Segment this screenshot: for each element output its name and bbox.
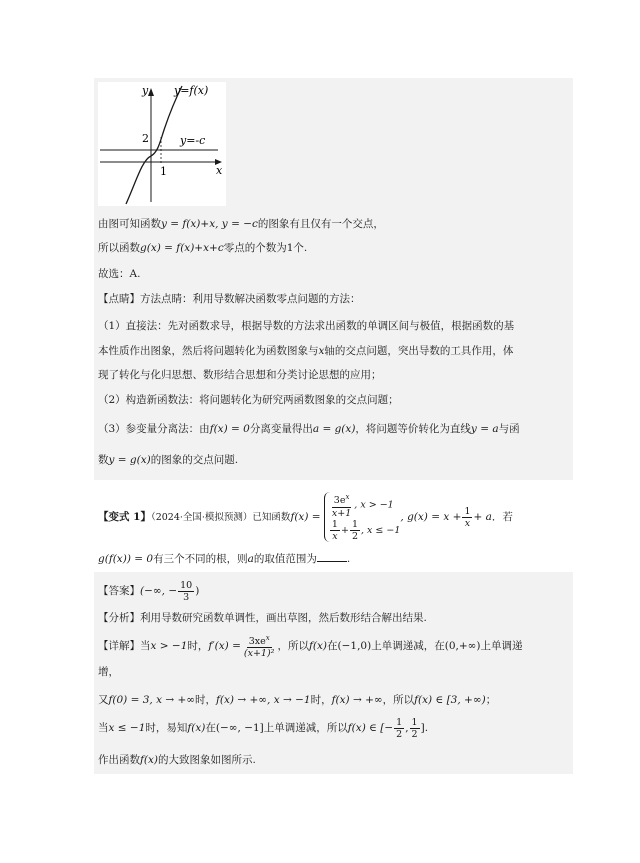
text: ； [485, 694, 497, 706]
math: (−∞, −1] [215, 722, 264, 734]
text: 零点的个数为1个. [223, 242, 308, 254]
math: f(x) ∈ [− [347, 722, 394, 734]
num: 10 [180, 579, 193, 591]
math: (−1,0) [337, 640, 372, 652]
y-axis-label: y [142, 84, 149, 97]
y-axis-arrow [148, 88, 154, 96]
text: 上单调递 [480, 640, 523, 652]
text: 本性质作出图象，然后将问题转化为函数图象与 [98, 345, 319, 357]
num: 1 [396, 716, 403, 728]
text: ，所以 [382, 694, 415, 706]
text: 时，易知 [145, 722, 188, 734]
text: . [346, 553, 351, 565]
function-graph [98, 82, 226, 206]
text-line-3: 故选：A. [98, 268, 141, 280]
text: 数 [98, 454, 109, 466]
num: 3xe [248, 636, 266, 648]
math: (−∞, − [140, 585, 178, 597]
math: , [405, 722, 409, 734]
den: (x+1)² [243, 648, 275, 660]
math: f(x) → +∞ [331, 694, 383, 706]
den: x [464, 517, 471, 529]
text-line-2 [98, 240, 570, 256]
text: ，将问题等价转化为直线 [355, 423, 471, 435]
den: x [332, 530, 338, 542]
variant-question-line-2 [98, 551, 570, 567]
cond: , x ≤ −1 [360, 524, 401, 536]
math: + a [473, 511, 492, 523]
math: g(f(x)) = 0 [98, 553, 154, 565]
math: x ≤ −1 [108, 722, 146, 734]
piecewise-def [324, 492, 400, 541]
text: 的大致图象如图所示. [158, 754, 256, 766]
math: x > −1 [150, 640, 188, 652]
math: f(x) ∈ [3, +∞) [414, 694, 486, 706]
text: 时， [187, 640, 209, 652]
text: 上单调递减，在 [371, 640, 445, 652]
text: （2024·全国·模拟预测）已知函数 [150, 512, 291, 523]
text: （3）参变量分离法：由 [98, 423, 210, 435]
math: a = g(x) [312, 423, 356, 435]
text-line-5: （1）直接法：先对函数求导，根据导数的方法求出函数的单调区间与极值，根据函数的基 [98, 320, 515, 332]
math: f(x) = [290, 511, 321, 523]
text-line-6 [98, 343, 570, 359]
cond: , x > −1 [354, 500, 394, 511]
text: 由图可知函数 [98, 218, 161, 230]
text: ．若 [491, 511, 513, 523]
detail-line-4 [98, 713, 570, 743]
line-label: y=-c [180, 134, 206, 147]
answer-blank [317, 551, 347, 562]
text: 利用导数研究函数单调性，画出草图，然后数形结合解出结果. [140, 612, 427, 624]
analysis-label: 【分析】 [98, 612, 140, 624]
den: 2 [351, 530, 358, 542]
math: g(x) = f(x)+x+c [140, 242, 224, 254]
num: 1 [464, 505, 471, 517]
text-line-10 [98, 452, 570, 468]
tick-2-label: 2 [142, 132, 149, 145]
math: y = a [470, 423, 499, 435]
text: 在 [327, 640, 338, 652]
answer-line [98, 576, 570, 606]
text: 有三个不同的根，则 [153, 553, 248, 565]
math: f(x) [140, 754, 159, 766]
math: f′(x) = [208, 640, 241, 652]
math: y = g(x) [108, 454, 151, 466]
math: , g(x) = x + [400, 511, 462, 523]
math: x [318, 345, 325, 357]
plus: + [340, 524, 349, 536]
math: (0,+∞) [444, 640, 481, 652]
text: 分离变量得出 [249, 423, 313, 435]
curve-label: y=f(x) [174, 84, 209, 97]
text: 轴的交点问题，突出导数的工具作用，体 [324, 345, 514, 357]
text: ，所以 [277, 640, 309, 652]
detail-line-3 [98, 692, 570, 708]
text: 时， [310, 694, 332, 706]
num: 3e [333, 495, 346, 507]
math: a [247, 553, 254, 565]
text: 与函 [498, 423, 520, 435]
variant-question [98, 490, 570, 544]
tick-1-label: 1 [160, 165, 167, 178]
text: 当 [140, 640, 151, 652]
detail-line-1 [98, 631, 570, 661]
text-line-7: 现了转化与化归思想、数形结合思想和分类讨论思想的应用； [98, 369, 382, 381]
math: ) [195, 585, 200, 597]
answer-label: 【答案】 [98, 585, 140, 597]
curve-f [126, 86, 182, 204]
math: f(x) [187, 722, 206, 734]
sup: x [345, 493, 350, 502]
text-line-4: 【点睛】方法点睛：利用导数解决函数零点问题的方法： [98, 293, 361, 305]
num: 1 [331, 518, 338, 530]
text-line-9 [98, 421, 570, 437]
text: 作出函数 [98, 754, 140, 766]
text: . [424, 722, 429, 734]
math: y = f(x)+x, y = −c [161, 218, 258, 230]
text: 又 [98, 694, 109, 706]
variant-label: 【变式 1】 [98, 511, 151, 523]
num: 1 [411, 716, 418, 728]
detail-line-2: 增， [98, 666, 119, 678]
analysis-line [98, 610, 570, 626]
math: f(x) → +∞, x → −1 [216, 694, 311, 706]
x-axis-label: x [216, 164, 223, 177]
text: 当 [98, 722, 109, 734]
den: x+1 [331, 507, 352, 519]
text: 在 [205, 722, 216, 734]
text-line-1 [98, 216, 570, 232]
den: 3 [183, 591, 190, 603]
den: 2 [411, 728, 418, 740]
math: f(x) = 0 [209, 423, 250, 435]
text: 时， [195, 694, 217, 706]
detail-line-5 [98, 752, 570, 768]
text: 所以函数 [98, 242, 140, 254]
den: 2 [396, 728, 403, 740]
text-line-8: （2）构造新函数法：将问题转化为研究两函数图象的交点问题； [98, 394, 399, 406]
text: 的图象的交点问题. [150, 454, 239, 466]
text: 上单调递减，所以 [263, 722, 348, 734]
math: f(0) = 3, x → +∞ [108, 694, 196, 706]
text: 的取值范围为 [253, 553, 317, 565]
detail-label: 【详解】 [98, 640, 140, 652]
sup: x [265, 633, 270, 642]
math: ] [420, 722, 425, 734]
num: 1 [351, 518, 358, 530]
math: f(x) [309, 640, 328, 652]
text: 的图象有且仅有一个交点， [257, 218, 384, 230]
